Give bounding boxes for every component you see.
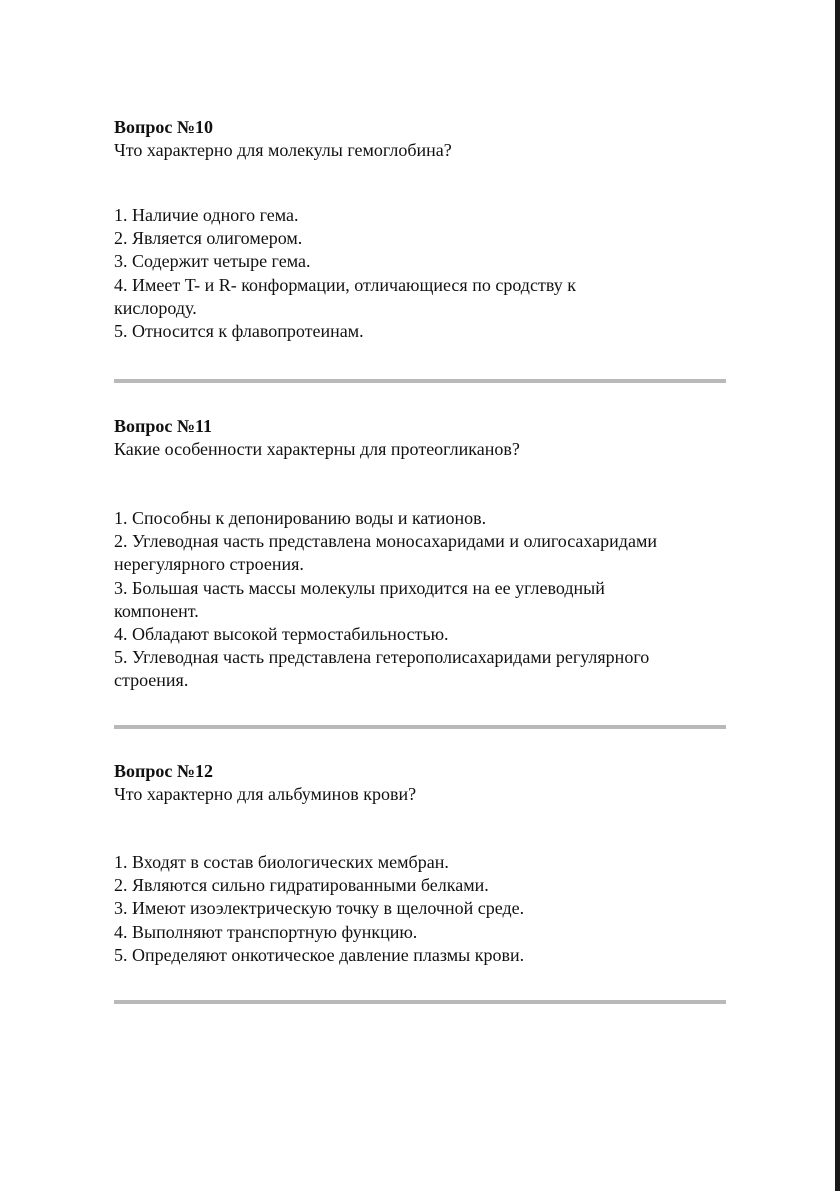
question-block-10 (114, 116, 726, 342)
answer-line: 3. Содержит четыре гема. (114, 251, 311, 272)
answer-line: 4. Выполняют транспортную функцию. (114, 921, 418, 942)
section-divider (114, 725, 726, 729)
question-title: Вопрос №11 (114, 416, 212, 436)
answer-list (114, 204, 726, 343)
section-divider (114, 1000, 726, 1004)
question-text: Какие особенности характерны для протеогликанов? (114, 439, 520, 459)
answer-line: 1. Входят в состав биологических мембран. (114, 852, 449, 872)
answer-line: 5. Относится к флавопротеинам. (114, 321, 364, 342)
question-text: Что характерно для альбуминов крови? (114, 784, 417, 804)
answer-list (114, 507, 726, 693)
question-title: Вопрос №10 (114, 117, 213, 137)
question-text: Что характерно для молекулы гемоглобина? (114, 140, 452, 160)
answer-line: 4. Имеет T- и R- конформации, отличающиеся по сродству к (114, 274, 576, 295)
answer-line: 1. Наличие одного гема. (114, 205, 299, 225)
answer-line: кислороду. (114, 297, 197, 318)
answer-line: 2. Является олигомером. (114, 228, 303, 249)
question-title: Вопрос №12 (114, 761, 213, 781)
answer-list (114, 851, 726, 967)
question-block-12 (114, 760, 726, 965)
answer-line: 5. Углеводная часть представлена гетерополисахаридами регулярного (114, 647, 650, 668)
answer-line: 2. Углеводная часть представлена моносахаридами и олигосахаридами (114, 531, 657, 552)
answer-line: 3. Имеют изоэлектрическую точку в щелочной среде. (114, 898, 525, 919)
answer-line: строения. (114, 670, 189, 691)
answer-line: 4. Обладают высокой термостабильностью. (114, 624, 449, 645)
section-divider (114, 379, 726, 383)
question-block-11 (114, 415, 726, 691)
answer-line: компонент. (114, 600, 199, 621)
answer-line: 2. Являются сильно гидратированными белками. (114, 875, 489, 896)
answer-line: 5. Определяют онкотическое давление плазмы крови. (114, 944, 525, 965)
page-edge-border (835, 0, 840, 1191)
answer-line: 1. Способны к депонированию воды и катионов. (114, 508, 487, 528)
answer-line: нерегулярного строения. (114, 554, 304, 575)
answer-line: 3. Большая часть массы молекулы приходится на ее углеводный (114, 577, 605, 598)
